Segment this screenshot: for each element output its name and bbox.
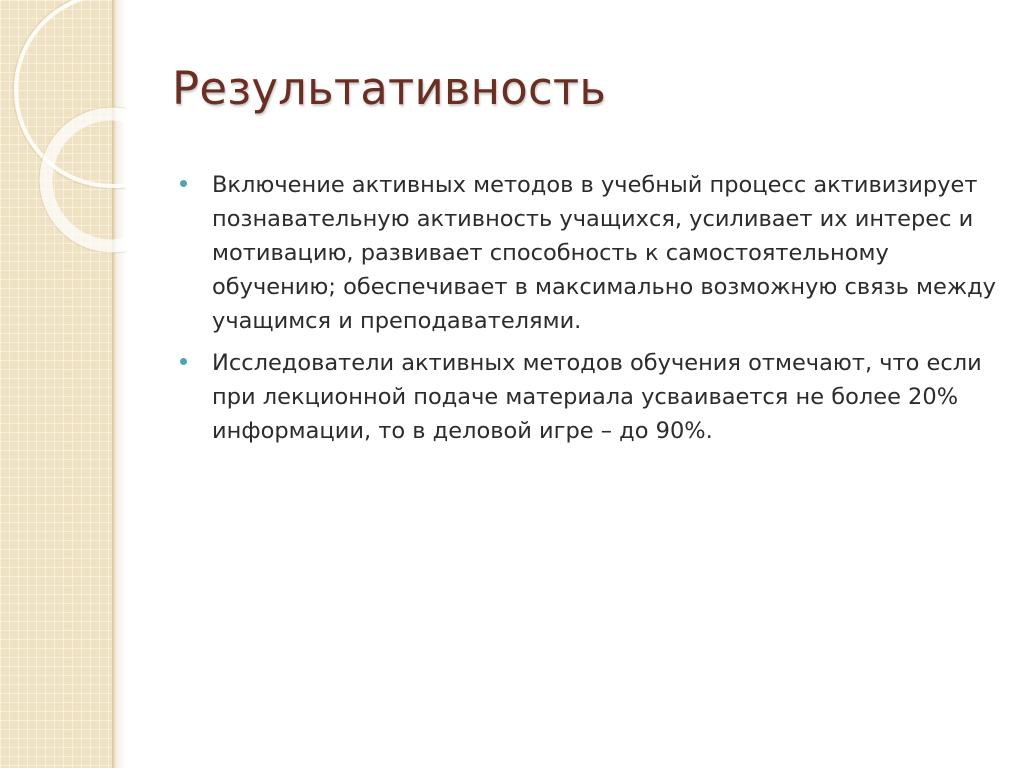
bullet-dot-icon xyxy=(180,358,187,365)
decorative-rings xyxy=(0,0,126,260)
bullet-text: Включение активных методов в учебный процесс активизирует познавательную активность учащихся, усиливает их интерес и мотивацию, развивает способность к самостоятельному обучению; обеспечивает в максимально возможную связь между учащимся и преподавателями. xyxy=(212,172,996,334)
ring-large-outline xyxy=(13,0,126,189)
bullet-dot-icon xyxy=(180,180,187,187)
ring-large xyxy=(16,0,126,186)
bullet-item xyxy=(180,168,1000,338)
slide-title: Результативность xyxy=(172,62,607,115)
bullet-list xyxy=(180,168,1000,456)
bullet-text: Исследователи активных методов обучения отмечают, что если при лекционной подаче материала усваивается не более 20% информации, то в деловой игре – до 90%. xyxy=(212,350,982,444)
bullet-item xyxy=(180,346,1000,448)
ring-small xyxy=(46,114,126,246)
